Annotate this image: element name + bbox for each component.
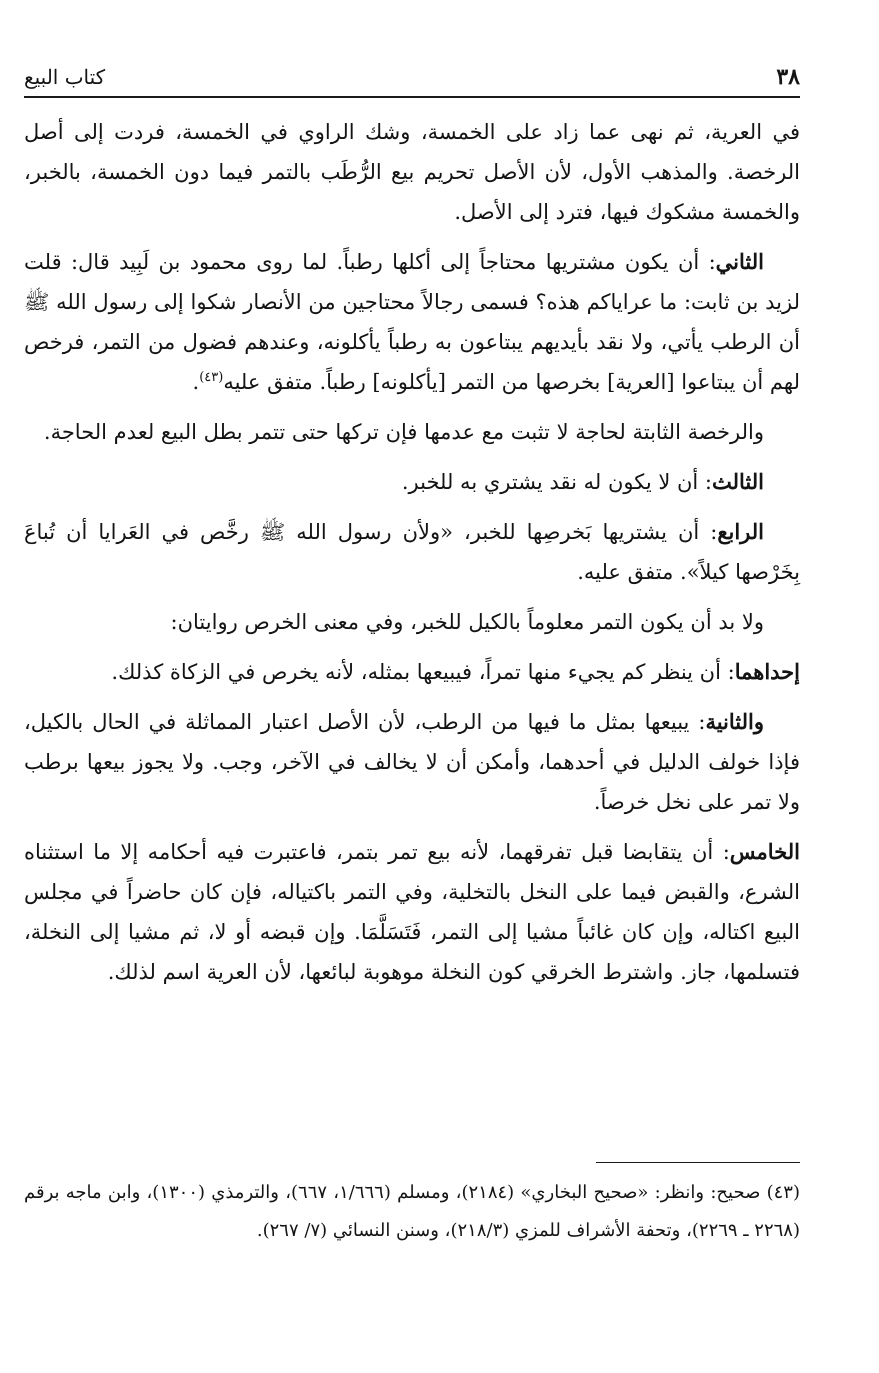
footnote-text: صحيح: وانظر: «صحيح البخاري» (٢١٨٤)، ومسلم (١/٦٦٦، ٦٦٧)، والترمذي (١٣٠٠)، وابن ماجه برقم (٢٢٦٨ ـ ٢٢٦٩)، وتحفة الأشراف للمزي (٢١٨/٣)، وسنن النسائي (٧/ ٢٦٧).	[24, 1182, 800, 1241]
paragraph-text: ولا بد أن يكون التمر معلوماً بالكيل للخبر، وفي معنى الخرص روايتان:	[170, 610, 764, 634]
section-lead: والثانية	[705, 709, 764, 734]
section-lead: الخامس	[729, 839, 800, 864]
paragraph-text: : يبيعها بمثل ما فيها من الرطب، لأن الأصل اعتبار المماثلة في الحال بالكيل، فإذا خولف الدليل في أحدهما، وأمكن أن لا يخالف في الآخر، وجب. ولا يجوز بيعها برطب ولا تمر على نخل خرصاً.	[24, 710, 800, 814]
page-number: ٣٨	[776, 64, 800, 90]
footnote-number: (٤٣)	[766, 1182, 800, 1203]
paragraph-4	[24, 462, 800, 502]
paragraph-9	[24, 832, 800, 992]
paragraph-text: : أن يتقابضا قبل تفرقهما، لأنه بيع تمر بتمر، فاعتبرت فيه أحكامه إلا ما استثناه الشرع، والقبض فيما على النخل بالتخلية، وفي التمر باكتياله، فإن كان حاضراً في مجلس البيع اكتاله، وإن كان غائباً مشيا إلى التمر، فَتَسَلَّمَا. وإن قبضه أو لا، ثم مشيا إلى النخلة، فتسلمها، جاز. واشترط الخرقي كون النخلة موهوبة لبائعها، لأن العرية اسم لذلك.	[24, 840, 800, 984]
paragraph-3	[24, 412, 800, 452]
paragraph-text: : أن لا يكون له نقد يشتري به للخبر.	[401, 470, 712, 494]
paragraph-text: في العرية، ثم نهى عما زاد على الخمسة، وشك الراوي في الخمسة، فردت إلى أصل الرخصة. والمذهب الأول، لأن الأصل تحريم بيع الرُّطَب بالتمر فيما دون الخمسة، بالخبر، والخمسة مشكوك فيها، فترد إلى الأصل.	[24, 120, 800, 224]
paragraph-6	[24, 602, 800, 642]
paragraph-text: : أن يكون مشتريها محتاجاً إلى أكلها رطباً. لما روى محمود بن لَبِيد قال: قلت لزيد بن ثابت: ما عراياكم هذه؟ فسمى رجالاً محتاجين من الأنصار شكوا إلى رسول الله ﷺ أن الرطب يأتي، ولا نقد بأيديهم يبتاعون به رطباً يأكلونه، وعندهم فضول من التمر، فرخص لهم أن يبتاعوا [العرية] بخرصها من التمر [يأكلونه] رطباً. متفق عليه	[24, 250, 800, 394]
footnote	[24, 1174, 800, 1250]
paragraph-7	[24, 652, 800, 692]
footnote-divider	[596, 1162, 800, 1163]
paragraph-8	[24, 702, 800, 822]
paragraph-2	[24, 242, 800, 402]
section-lead: الرابع	[717, 519, 764, 544]
paragraph-text: : أن ينظر كم يجيء منها تمراً، فيبيعها بمثله، لأنه يخرص في الزكاة كذلك.	[111, 660, 735, 684]
footnote-ref[interactable]: (٤٣)	[199, 370, 224, 385]
paragraph-1	[24, 112, 800, 232]
paragraph-text: والرخصة الثابتة لحاجة لا تثبت مع عدمها فإن تركها حتى تتمر بطل البيع لعدم الحاجة.	[43, 420, 764, 444]
page-header	[24, 58, 800, 98]
running-title: كتاب البيع	[24, 65, 106, 89]
page-body	[24, 112, 800, 1002]
paragraph-text: : أن يشتريها بَخرصِها للخبر، «ولأن رسول الله ﷺ رخَّص في العَرايا أن تُباعَ بِخَرْصها كيلاً». متفق عليه.	[24, 520, 800, 584]
section-lead: الثالث	[712, 469, 764, 494]
section-lead: الثاني	[715, 249, 764, 274]
paragraph-end: .	[192, 370, 200, 394]
paragraph-5	[24, 512, 800, 592]
section-lead: إحداهما	[734, 659, 800, 684]
